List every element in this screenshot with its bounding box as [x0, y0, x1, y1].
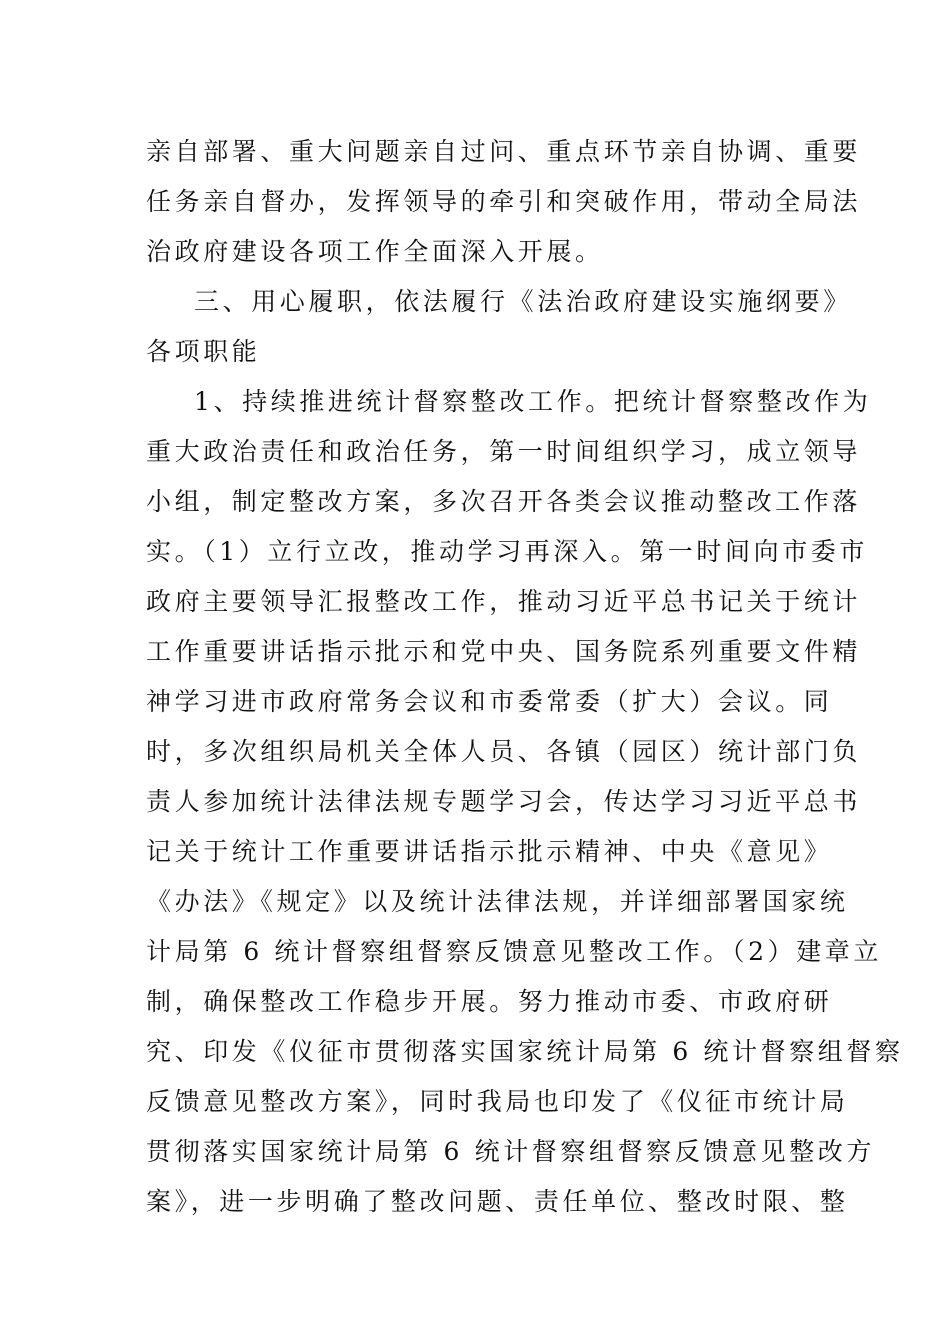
text-line: 政府主要领导汇报整改工作，推动习近平总书记关于统计	[146, 587, 862, 616]
text-line: 重大政治责任和政治任务，第一时间组织学习，成立领导	[146, 437, 862, 466]
text-line: 神学习进市政府常务会议和市委常委（扩大）会议。同	[146, 687, 833, 716]
section-heading-continued: 各项职能	[146, 337, 261, 366]
text-line: 计局第 6 统计督察组督察反馈意见整改工作。（2）建章立	[146, 937, 883, 966]
text-line: 贯彻落实国家统计局第 6 统计督察组督察反馈意见整改方	[146, 1137, 876, 1166]
text-line: 责人参加统计法律法规专题学习会，传达学习习近平总书	[146, 787, 862, 816]
text-line: 《办法》《规定》以及统计法律法规，并详细部署国家统	[146, 887, 849, 916]
text-line: 治政府建设各项工作全面深入开展。	[146, 237, 604, 266]
text-line: 究、印发《仪征市贯彻落实国家统计局第 6 统计督察组督察	[146, 1037, 904, 1066]
text-line: 记关于统计工作重要讲话指示批示精神、中央《意见》	[146, 837, 833, 866]
text-line: 实。（1）立行立改，推动学习再深入。第一时间向市委市	[146, 537, 869, 566]
text-line: 时，多次组织局机关全体人员、各镇（园区）统计部门负	[146, 737, 862, 766]
text-line: 小组，制定整改方案，多次召开各类会议推动整改工作落	[146, 487, 862, 516]
text-line: 工作重要讲话指示批示和党中央、国务院系列重要文件精	[146, 637, 862, 666]
text-line: 1、持续推进统计督察整改工作。把统计督察整改作为	[194, 387, 872, 416]
text-line: 亲自部署、重大问题亲自过问、重点环节亲自协调、重要	[146, 137, 862, 166]
text-line: 案》，进一步明确了整改问题、责任单位、整改时限、整	[146, 1187, 849, 1216]
text-line: 任务亲自督办，发挥领导的牵引和突破作用，带动全局法	[146, 187, 862, 216]
text-line: 制，确保整改工作稳步开展。努力推动市委、市政府研	[146, 987, 833, 1016]
section-heading: 三、用心履职，依法履行《法治政府建设实施纲要》	[194, 287, 852, 316]
text-line: 反馈意见整改方案》，同时我局也印发了《仪征市统计局	[146, 1087, 849, 1116]
